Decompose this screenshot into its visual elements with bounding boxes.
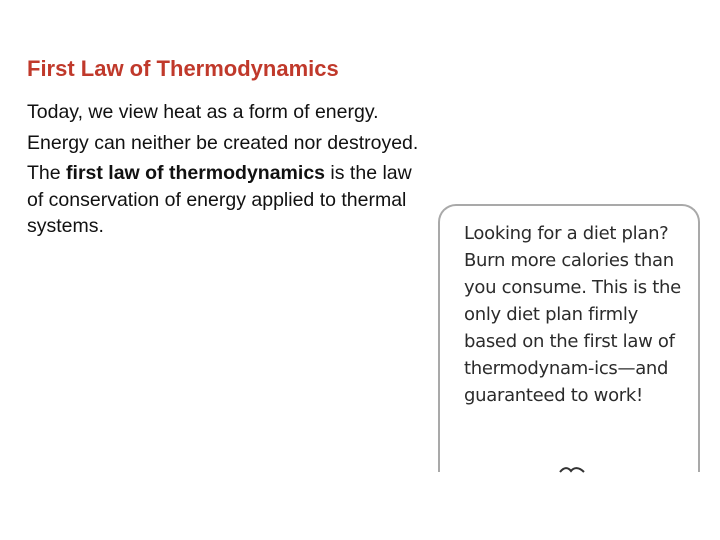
paragraph-first-law xyxy=(27,160,427,240)
diet-plan-callout xyxy=(438,204,700,504)
ink-mark-icon xyxy=(558,466,586,474)
callout-text: Looking for a diet plan? Burn more calories than you consume. This is the only diet plan firmly based on the first law of thermodynam-ics—and guaranteed to work! xyxy=(464,223,681,406)
first-law-prefix: The xyxy=(27,162,67,184)
callout-crop-edge xyxy=(0,472,720,540)
first-law-definition: is the law of conservation of energy applied to thermal systems. xyxy=(27,162,412,237)
paragraph-energy-conservation: Energy can neither be created nor destroyed. xyxy=(27,131,419,154)
paragraph-heat-energy: Today, we view heat as a form of energy. xyxy=(27,101,379,123)
first-law-term: first law of thermodynamics xyxy=(66,162,326,184)
body-text xyxy=(27,99,427,240)
slide-title: First Law of Thermodynamics xyxy=(27,56,339,81)
